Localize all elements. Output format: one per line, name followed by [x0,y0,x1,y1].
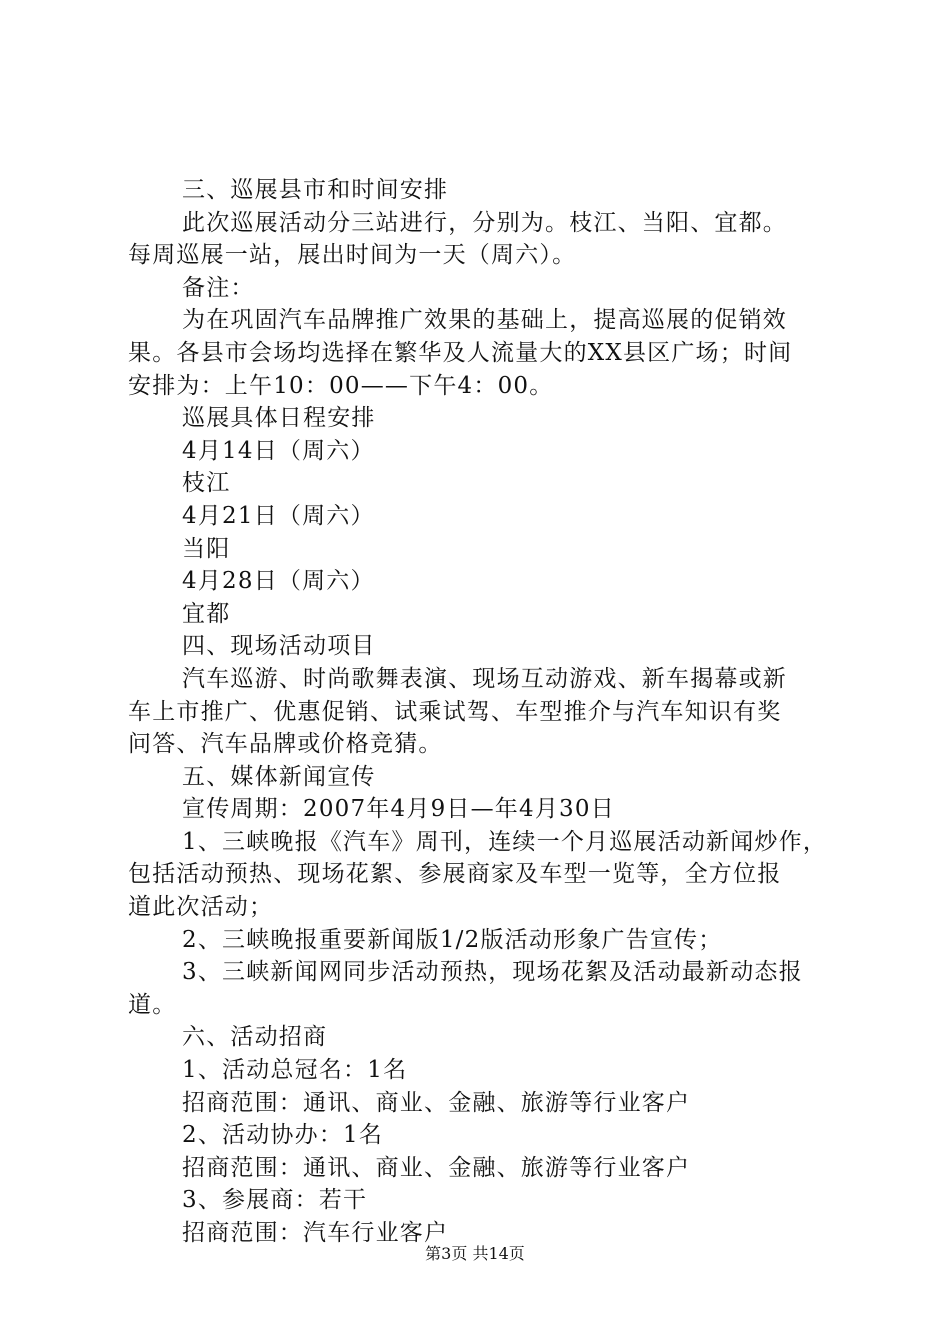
schedule-date: 4月21日（周六） [182,502,375,529]
paragraph-line: 招商范围：通讯、商业、金融、旅游等行业客户 [182,1089,691,1116]
paragraph-line: 3、三峡新闻网同步活动预热，现场花絮及活动最新动态报 [182,959,803,986]
paragraph-line: 为在巩固汽车品牌推广效果的基础上，提高巡展的促销效 [182,307,787,334]
page-footer: 第3页 共14页 [425,1244,525,1263]
paragraph-line: 安排为：上午10：00——下午4：00。 [128,372,554,399]
paragraph-line: 此次巡展活动分三站进行，分别为。枝江、当阳、宜都。 [182,209,787,236]
paragraph-line: 包括活动预热、现场花絮、参展商家及车型一览等，全方位报 [128,861,782,888]
paragraph-line: 汽车巡游、时尚歌舞表演、现场互动游戏、新车揭幕或新 [182,665,787,692]
paragraph-line: 3、参展商：若干 [182,1187,368,1214]
paragraph-line: 招商范围：汽车行业客户 [182,1220,449,1246]
document-body [128,174,828,1250]
schedule-date: 4月14日（周六） [182,437,375,464]
paragraph-line: 道。 [128,991,177,1018]
paragraph-line: 每周巡展一站，展出时间为一天（周六）。 [128,242,577,269]
paragraph-line: 招商范围：通讯、商业、金融、旅游等行业客户 [182,1154,691,1181]
paragraph-line: 2、活动协办：1名 [182,1122,384,1149]
paragraph-line: 2、三峡晚报重要新闻版1/2版活动形象广告宣传； [182,926,723,953]
paragraph-line: 1、活动总冠名：1名 [182,1057,408,1084]
schedule-city: 枝江 [182,470,231,497]
paragraph-line: 果。各县市会场均选择在繁华及人流量大的XX县区广场；时间 [128,339,793,366]
section-heading: 三、巡展县市和时间安排 [182,177,449,203]
paragraph-line: 1、三峡晚报《汽车》周刊，连续一个月巡展活动新闻炒作， [182,828,828,855]
section-heading: 四、现场活动项目 [182,633,376,660]
paragraph-line: 车上市推广、优惠促销、试乘试驾、车型推介与汽车知识有奖 [128,698,782,725]
schedule-city: 当阳 [182,535,231,562]
paragraph-line: 问答、汽车品牌或价格竞猜。 [128,731,443,758]
schedule-city: 宜都 [182,600,231,627]
paragraph-line: 备注： [182,274,255,301]
paragraph-line: 道此次活动； [128,894,274,921]
schedule-date: 4月28日（周六） [182,568,375,595]
section-heading: 五、媒体新闻宣传 [182,763,376,790]
paragraph-line: 宣传周期：2007年4月9日—年4月30日 [182,796,615,823]
paragraph-line: 巡展具体日程安排 [182,405,376,432]
section-heading: 六、活动招商 [182,1024,328,1051]
